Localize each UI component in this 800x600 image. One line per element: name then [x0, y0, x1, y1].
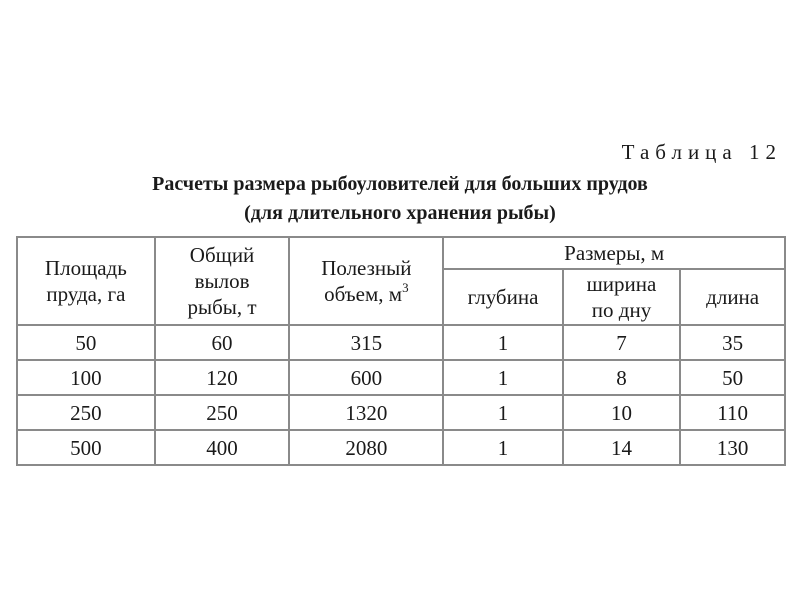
header-sizes: Размеры, м: [443, 237, 785, 269]
cell-length: 110: [680, 395, 785, 430]
table-number: Таблица 12: [621, 140, 782, 164]
table-title: [0, 170, 800, 228]
cell-width: 14: [563, 430, 681, 465]
table-title-line-2: (для длительного хранения рыбы): [244, 202, 556, 224]
cell-volume: 600: [289, 360, 443, 395]
cell-length: 35: [680, 325, 785, 360]
header-area: Площадь пруда, га: [17, 237, 155, 325]
cell-depth: 1: [443, 325, 562, 360]
table-row: [17, 360, 785, 395]
table-header: [17, 237, 785, 325]
cell-catch: 400: [155, 430, 290, 465]
data-table: [16, 236, 786, 466]
cell-area: 250: [17, 395, 155, 430]
cell-depth: 1: [443, 360, 562, 395]
cell-catch: 250: [155, 395, 290, 430]
cell-length: 50: [680, 360, 785, 395]
cell-width: 10: [563, 395, 681, 430]
cell-depth: 1: [443, 395, 562, 430]
cell-volume: 2080: [289, 430, 443, 465]
cell-width: 7: [563, 325, 681, 360]
table-title-line-1: Расчеты размера рыбоуловителей для больших прудов: [152, 173, 648, 195]
table-row: [17, 395, 785, 430]
header-width: ширина по дну: [563, 269, 681, 325]
cell-area: 100: [17, 360, 155, 395]
header-length: длина: [680, 269, 785, 325]
cell-length: 130: [680, 430, 785, 465]
table-body: [17, 325, 785, 465]
cell-depth: 1: [443, 430, 562, 465]
cell-area: 50: [17, 325, 155, 360]
header-catch: Общий вылов рыбы, т: [155, 237, 290, 325]
cell-area: 500: [17, 430, 155, 465]
cell-volume: 315: [289, 325, 443, 360]
header-depth: глубина: [443, 269, 562, 325]
cell-catch: 60: [155, 325, 290, 360]
table-row: [17, 430, 785, 465]
cell-width: 8: [563, 360, 681, 395]
cell-volume: 1320: [289, 395, 443, 430]
table-row: [17, 325, 785, 360]
header-volume: Полезный объем, $м^3$: [289, 237, 443, 325]
cell-catch: 120: [155, 360, 290, 395]
